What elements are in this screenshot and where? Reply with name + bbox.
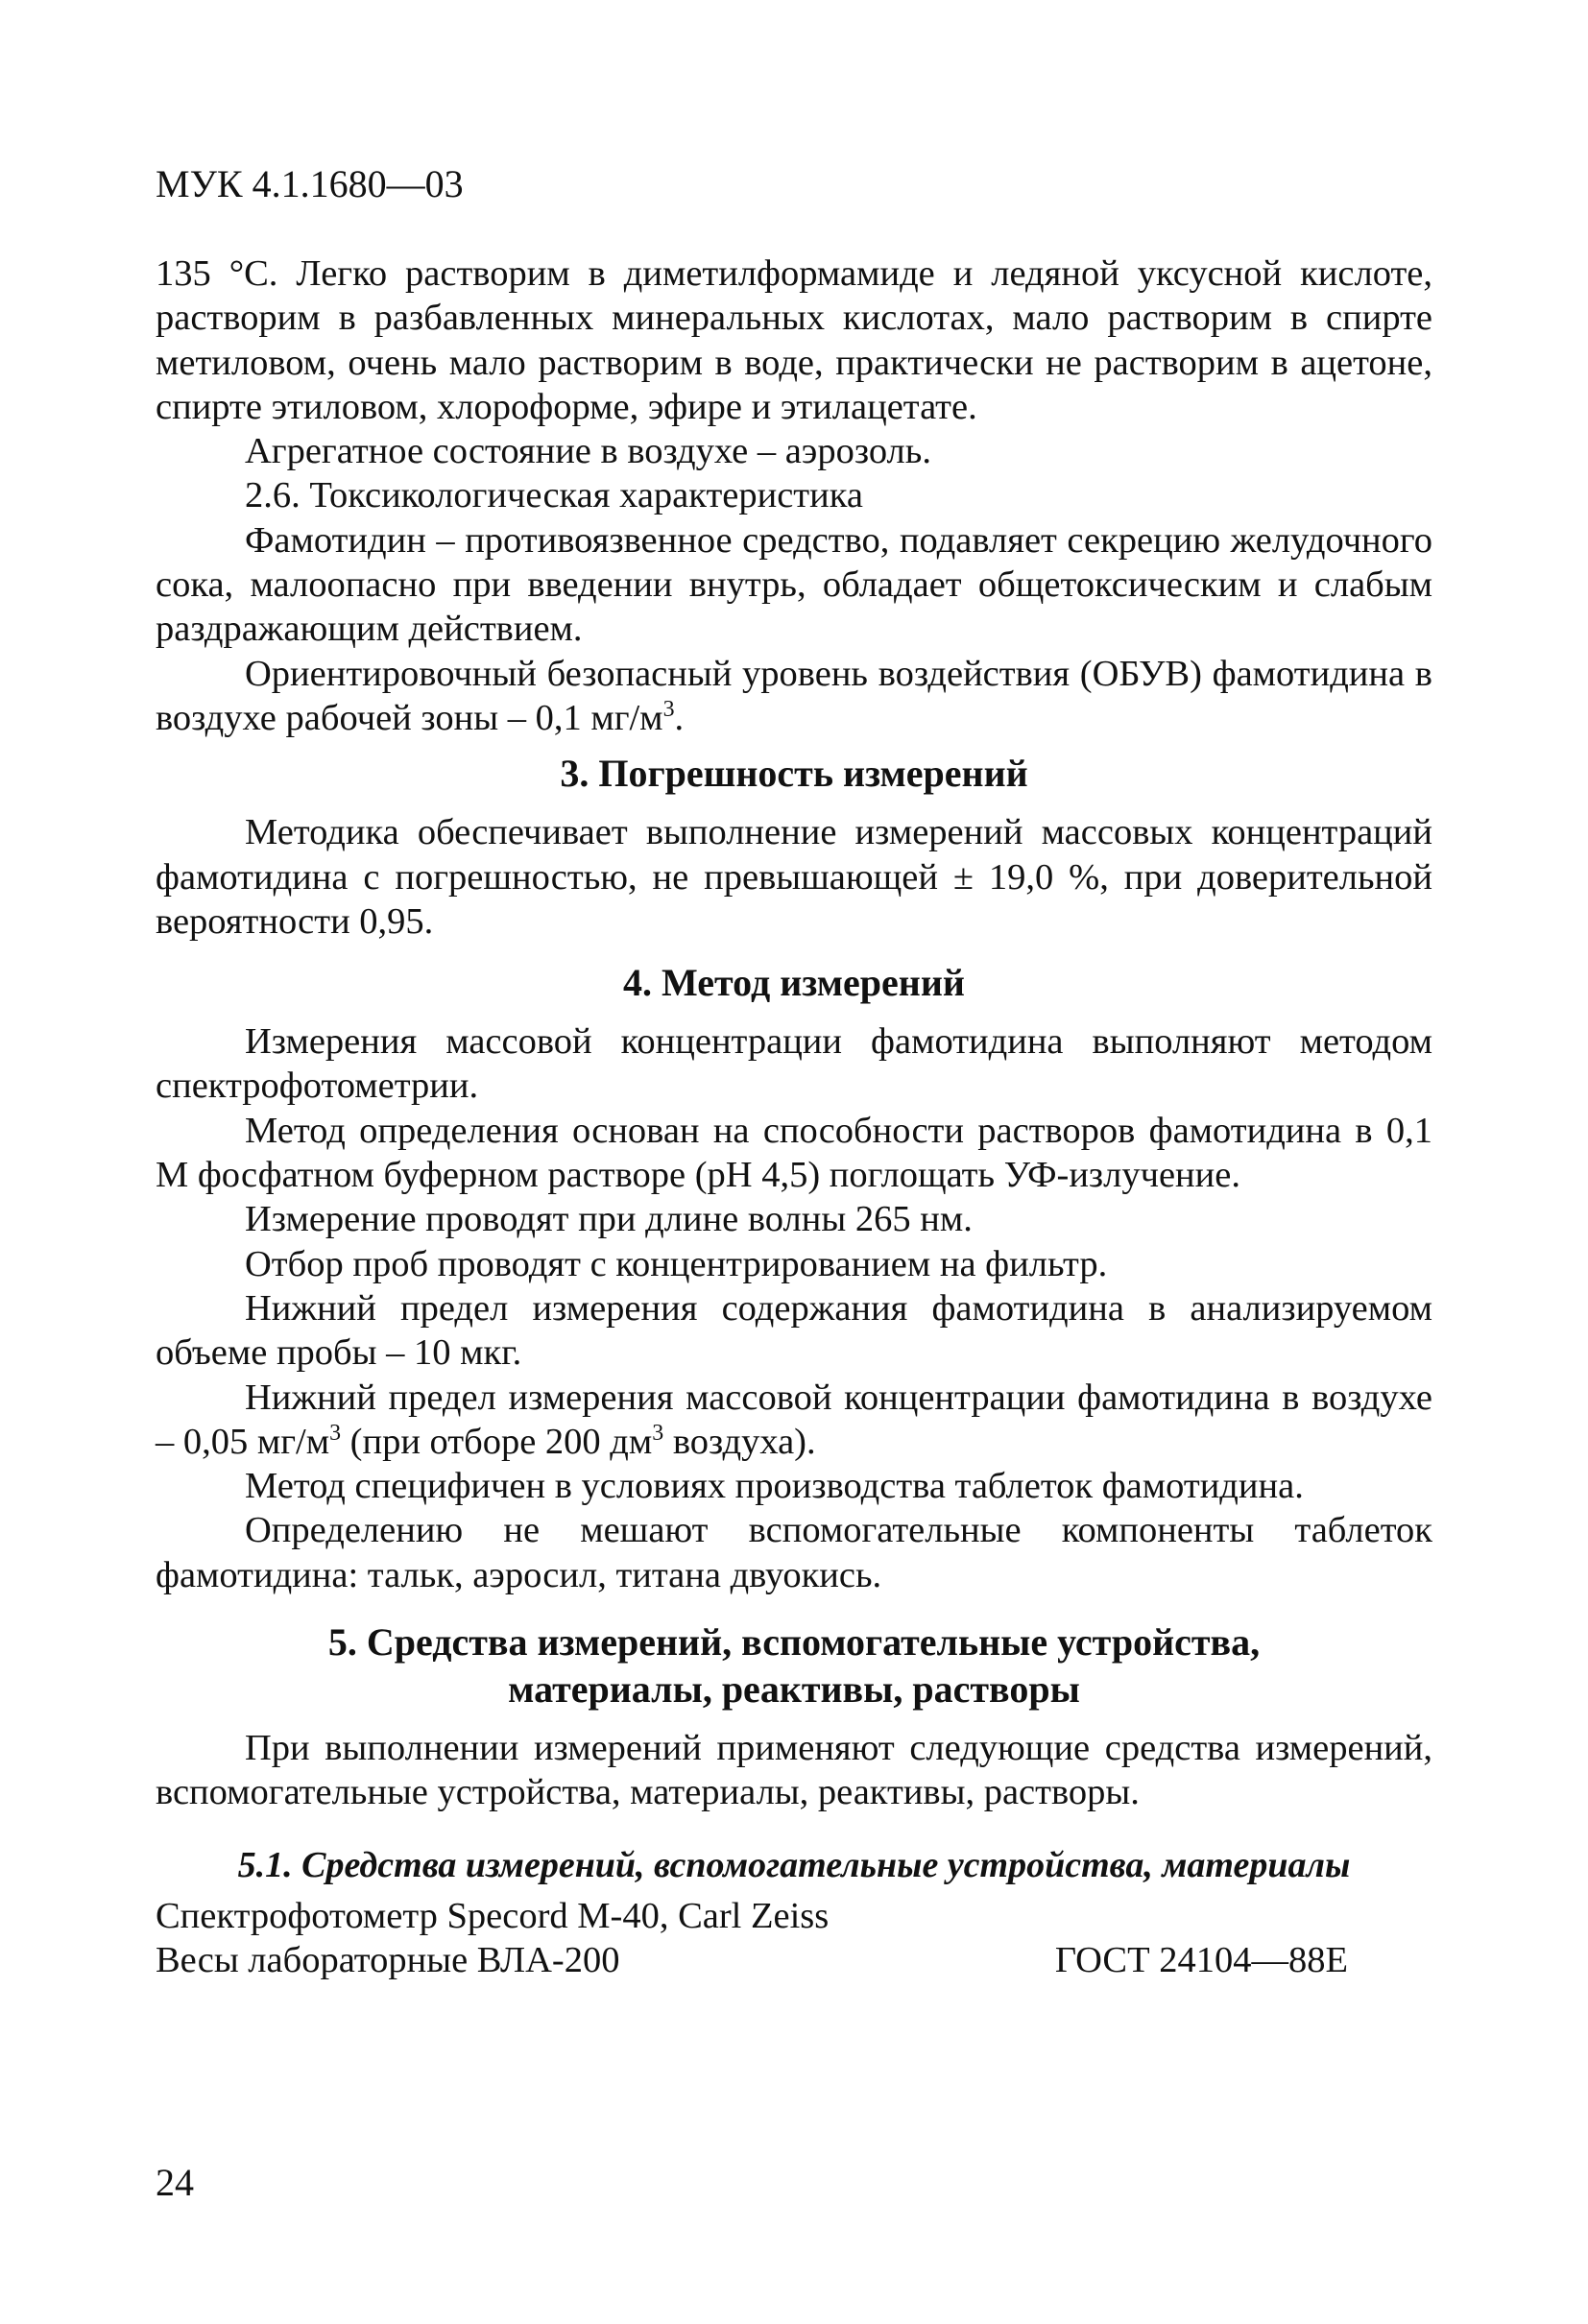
- section-4-paragraph-6: [156, 1376, 1432, 1465]
- equipment-standard: [1348, 1894, 1432, 1938]
- subsection-5-1-title: 5.1. Средства измерений, вспомогательные устройства, материалы: [237, 1844, 1351, 1885]
- equipment-name: Весы лабораторные ВЛА-200: [156, 1939, 620, 1980]
- obuv-end: .: [674, 697, 685, 738]
- lower-limit-sup-1: 3: [329, 1421, 342, 1446]
- section-4-paragraph-2: Метод определения основан на способности растворов фамотидина в 0,1 М фосфатном буферном растворе (рН 4,5) поглощать УФ-излучение.: [156, 1110, 1432, 1196]
- lower-limit-text-c: воздуха).: [663, 1421, 816, 1462]
- obuv-superscript: 3: [662, 697, 675, 723]
- paragraph-aggregate-state: Агрегатное состояние в воздухе – аэрозоль.: [245, 431, 931, 472]
- lower-limit-text-a: Нижний предел измерения массовой концентрации фамотидина в воздухе – 0,05 мг/м: [156, 1377, 1432, 1462]
- obuv-text: Ориентировочный безопасный уровень воздействия (ОБУВ) фамотидина в воздухе рабочей зоны – 0,1 мг/м: [156, 653, 1432, 738]
- lower-limit-sup-2: 3: [652, 1421, 664, 1446]
- equipment-standard: ГОСТ 24104—88Е: [1054, 1939, 1348, 1980]
- section-3-text: Методика обеспечивает выполнение измерений массовых концентраций фамотидина с погрешностью, не превышающей ± 19,0 %, при доверительной вероятности 0,95.: [156, 812, 1432, 942]
- equipment-row: [156, 1894, 1432, 1938]
- section-5-title-line-1: 5. Средства измерений, вспомогательные устройства,: [327, 1620, 1261, 1665]
- lower-limit-text-b: (при отборе 200 дм: [341, 1421, 653, 1462]
- paragraph-toxicology-heading: 2.6. Токсикологическая характеристика: [245, 475, 863, 516]
- page-content: [156, 252, 1432, 1982]
- section-4-paragraph-5: Нижний предел измерения содержания фамотидина в анализируемом объеме пробы – 10 мкг.: [156, 1287, 1432, 1374]
- section-4-paragraph-4: Отбор проб проводят с концентрированием на фильтр.: [245, 1243, 1108, 1284]
- section-4-title: 4. Метод измерений: [623, 961, 965, 1005]
- document-header: МУК 4.1.1680—03: [156, 162, 464, 205]
- section-4-paragraph-3: Измерение проводят при длине волны 265 нм.: [245, 1199, 973, 1240]
- section-4-paragraph-8: Определению не мешают вспомогательные компоненты таблеток фамотидина: тальк, аэросил, титана двуокись.: [156, 1510, 1432, 1595]
- equipment-row: [156, 1938, 1432, 1982]
- section-5-text: При выполнении измерений применяют следующие средства измерений, вспомогательные устройства, материалы, реактивы, растворы.: [156, 1728, 1432, 1813]
- paragraph-toxicology: Фамотидин – противоязвенное средство, подавляет секрецию желудочного сока, малоопасно при введении внутрь, обладает общетоксическим и слабым раздражающим действием.: [156, 519, 1432, 650]
- section-4-paragraph-7: Метод специфичен в условиях производства таблеток фамотидина.: [245, 1466, 1304, 1507]
- paragraph-obuv: [156, 652, 1432, 741]
- section-3-title: 3. Погрешность измерений: [560, 752, 1028, 796]
- page-number: 24: [156, 2161, 194, 2204]
- equipment-name: Спектрофотометр Specord M-40, Carl Zeiss: [156, 1895, 830, 1936]
- section-4-paragraph-1: Измерения массовой концентрации фамотидина выполняют методом спектрофотометрии.: [156, 1021, 1432, 1107]
- section-5-title-line-2: материалы, реактивы, растворы: [508, 1667, 1080, 1712]
- section-5-title: [156, 1618, 1432, 1713]
- paragraph-solubility: 135 °С. Легко растворим в диметилформамиде и ледяной уксусной кислоте, растворим в разбавленных минеральных кислотах, мало растворим в спирте метиловом, очень мало растворим в воде, практически не растворим в ацетоне, спирте этиловом, хлороформе, эфире и этилацетате.: [156, 253, 1432, 427]
